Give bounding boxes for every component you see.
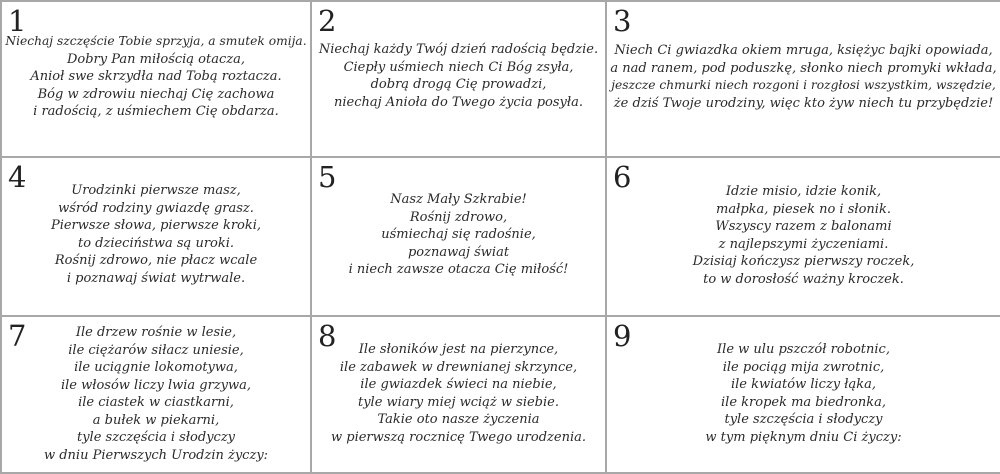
poem-line: w dniu Pierwszych Urodzin życzy: <box>43 447 269 463</box>
poem-line: ile ciastek w ciastkarni, <box>78 395 234 410</box>
poem-line: tyle szczęścia i słodyczy <box>76 430 236 445</box>
poem-line: ile włosów liczy lwia grzywa, <box>60 377 252 393</box>
card-8 <box>312 317 605 472</box>
poem-line: to w dorosłość ważny kroczek. <box>703 271 904 287</box>
poem-line: wśród rodziny gwiazdę grasz. <box>58 200 254 216</box>
poem-line: Ile słoników jest na pierzynce, <box>358 342 559 357</box>
poem-line: tyle szczęścia i słodyczy <box>724 412 883 427</box>
card-number: 3 <box>613 4 632 38</box>
card-3 <box>607 2 1000 156</box>
poem-line: to dzieciństwa są uroki. <box>77 235 235 251</box>
card-poem <box>2 182 310 287</box>
poem-line: Ile w ulu pszczół robotnic, <box>717 342 890 357</box>
poem-line: Urodzinki pierwsze masz, <box>71 183 241 198</box>
poem-line: jeszcze chmurki niech rozgoni i rozgłosi wszystkim, wszędzie, <box>611 78 996 92</box>
poem-line: Ciepły uśmiech niech Ci Bóg zsyła, <box>343 59 574 75</box>
poem-line: Ile drzew rośnie w lesie, <box>75 325 237 340</box>
poem-line: ile ciężarów siłacz uniesie, <box>68 342 244 358</box>
card-number: 2 <box>318 4 337 38</box>
poem-line: że dziś Twoje urodziny, więc kto żyw niech tu przybędzie! <box>613 95 994 111</box>
card-poem <box>2 324 310 464</box>
card-5 <box>312 158 605 315</box>
poem-line: i poznawaj świat wytrwale. <box>66 270 246 286</box>
poem-line: z najlepszymi życzeniami. <box>718 236 889 252</box>
poem-line: Bóg w zdrowiu niechaj Cię zachowa <box>37 86 275 102</box>
card-number: 8 <box>318 319 337 353</box>
poem-line: uśmiechaj się radośnie, <box>381 227 536 242</box>
card-9 <box>607 317 1000 472</box>
poem-line: Takie oto nasze życzenia <box>377 412 540 427</box>
poem-line: niechaj Anioła do Twego życia posyła. <box>334 94 583 110</box>
poem-line: ile zabawek w drewnianej skrzynce, <box>339 359 578 375</box>
card-poem <box>607 341 1000 446</box>
poem-line: ile kropek ma biedronka, <box>721 394 886 410</box>
poem-line: ile kwiatów liczy łąka, <box>730 377 876 392</box>
card-poem <box>312 341 605 446</box>
poem-line: ile gwiazdek świeci na niebie, <box>360 377 557 392</box>
card-poem <box>2 33 310 121</box>
card-number: 5 <box>318 160 337 194</box>
poem-line: Niechaj każdy Twój dzień radością będzie. <box>318 42 599 57</box>
card-number: 1 <box>8 4 27 38</box>
card-poem <box>312 191 605 279</box>
card-2 <box>312 2 605 156</box>
poem-line: a nad ranem, pod poduszkę, słonko niech promyki wkłada, <box>610 60 997 76</box>
card-poem <box>607 183 1000 288</box>
poem-line: ile uciągnie lokomotywa, <box>74 360 238 375</box>
poem-line: ile pociąg mija zwrotnic, <box>722 359 885 375</box>
card-poem <box>312 41 605 111</box>
poem-line: w tym pięknym dniu Ci życzy: <box>705 429 902 445</box>
poem-line: Rośnij zdrowo, nie płacz wcale <box>54 253 258 268</box>
card-number: 9 <box>613 319 632 353</box>
poem-line: Niech Ci gwiazdka okiem mruga, księżyc bajki opowiada, <box>614 43 993 58</box>
poem-line: Idzie misio, idzie konik, <box>725 184 882 199</box>
poem-line: i radością, z uśmiechem Cię obdarza. <box>33 104 279 119</box>
poem-line: Pierwsze słowa, pierwsze kroki, <box>50 218 262 233</box>
card-number: 4 <box>8 160 27 194</box>
poem-line: Rośnij zdrowo, <box>409 209 508 225</box>
poem-line: dobrą drogą Cię prowadzi, <box>370 77 547 92</box>
poem-line: Wszyscy razem z balonami <box>715 219 892 234</box>
poem-line: i niech zawsze otacza Cię miłość! <box>348 262 569 277</box>
poem-line: a bułek w piekarni, <box>92 412 220 428</box>
poem-line: Niechaj szczęście Tobie sprzyja, a smutek omija. <box>5 34 307 48</box>
poem-line: małpka, piesek no i słonik. <box>716 201 891 217</box>
poem-line: Nasz Mały Szkrabie! <box>390 192 527 207</box>
card-7 <box>2 317 310 472</box>
card-6 <box>607 158 1000 315</box>
poem-line: Dobry Pan miłością otacza, <box>66 51 245 67</box>
poem-line: tyle wiary miej wciąż w siebie. <box>357 394 559 410</box>
poem-line: Dzisiaj kończysz pierwszy roczek, <box>692 254 915 269</box>
card-poem <box>607 42 1000 112</box>
card-number: 7 <box>8 319 27 353</box>
poem-line: poznawaj świat <box>407 244 510 260</box>
card-4 <box>2 158 310 315</box>
poem-line: w pierwszą rocznicę Twego urodzenia. <box>331 429 586 445</box>
poem-line: Anioł swe skrzydła nad Tobą roztacza. <box>30 69 282 84</box>
card-1 <box>2 2 310 156</box>
card-number: 6 <box>613 160 632 194</box>
